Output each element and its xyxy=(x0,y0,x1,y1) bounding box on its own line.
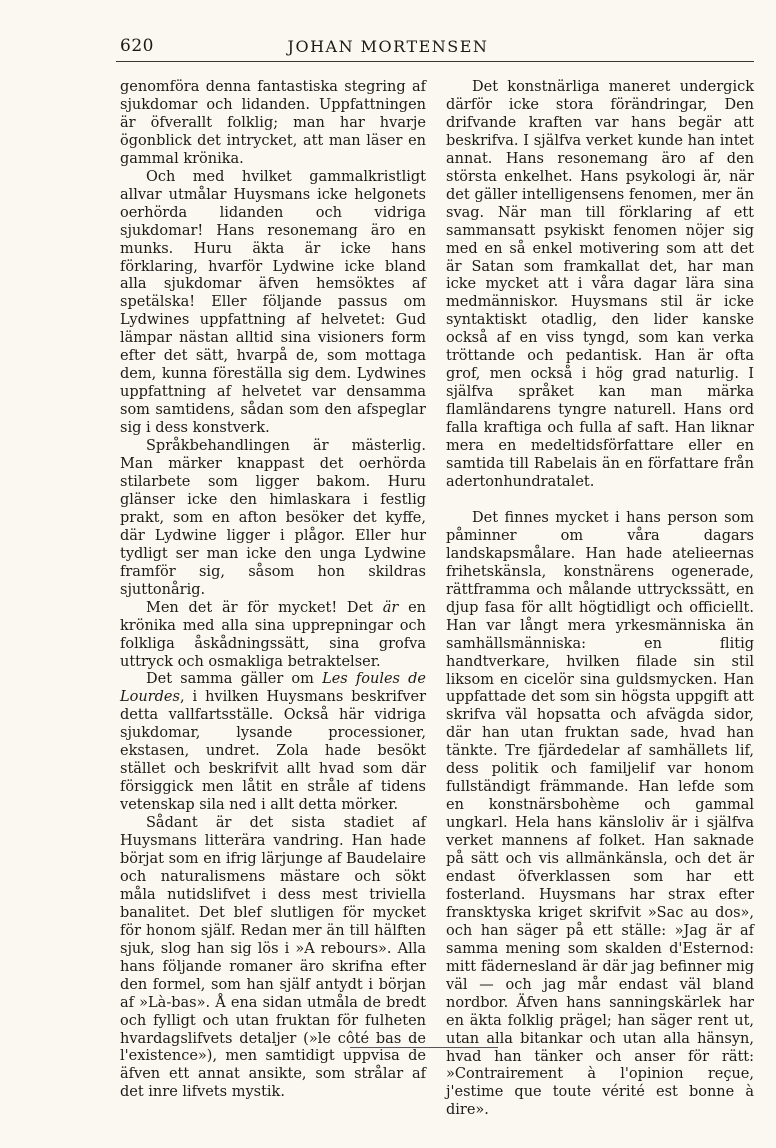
text-run: Men det är för mycket! Det xyxy=(146,599,383,616)
left-column xyxy=(120,79,426,1102)
paragraph: Sådant är det sista stadiet af Huysmans litterära vandring. Han hade börjat som en ifrig lärjunge af Baudelaire och naturalismens mästare och sökt måla nutidslifvet i dess mest triviella banalitet. Det blef slutligen för mycket för honom själf. Redan mer än till hälften sjuk, slog han sig lös i »A rebours». Alla hans följande romaner äro skrifna efter den formel, som han själf antydt i början af »Là-bas». Å ena sidan utmåla de bredt och fylligt och utan fruktan för fulheten hvardagslifvets detaljer (»le côté bas de l'existence»), men samtidigt uppvisa de äfven ett annat ansikte, som strålar af det inre lifvets mystik. xyxy=(120,815,426,1101)
footer-rule xyxy=(350,1047,498,1048)
paragraph xyxy=(120,600,426,672)
paragraph: Språkbehandlingen är mästerlig. Man märker knappast det oerhörda stilarbete som ligger bakom. Huru glänser icke den himlaskara i festlig prakt, som en afton besöker det kyffe, där Lydwine ligger i plågor. Eller hur tydligt ser man icke den unga Lydwine framför sig, såsom hon skildras sjuttonårig. xyxy=(120,438,426,598)
emphasis: är xyxy=(382,599,399,616)
header-rule xyxy=(116,61,754,62)
paragraph: Det konstnärliga maneret undergick därför icke stora förändringar, Den drifvande kraften var hans begär att beskrifva. I själfva verket kunde han intet annat. Hans resonemang äro af den största enkelhet. Hans psykologi är, när det gäller intelligensens fenomen, mer än svag. När man till förklaring af ett sammansatt psykiskt fenomen nöjer sig med en så enkel motivering som att det är Satan som framkallat det, har man icke mycket att i våra dagar lära sina medmänniskor. Huysmans stil är icke syntaktiskt otadlig, den lider kanske också af en viss tyngd, som kan verka tröttande och pedantisk. Han är ofta grof, men också i hög grad naturlig. I själfva språket kan man märka flamländarens tyngre naturell. Hans ord falla kraftiga och fulla af saft. Han liknar mera en medeltidsförfattare eller en samtida till Rabelais än en författare från adertonhundratalet. xyxy=(446,79,754,490)
text-run: en krönika med alla sina upprepningar och folkliga åskådningssätt, sina grofva uttryck och osmakliga betraktelser. xyxy=(120,599,426,670)
paragraph xyxy=(120,671,426,815)
page-number: 620 xyxy=(120,36,154,56)
running-head: JOHAN MORTENSEN xyxy=(287,37,489,56)
book-title: Les foules de Lourdes xyxy=(120,671,426,706)
text-run: Det samma gäller om xyxy=(146,671,323,688)
right-column xyxy=(446,79,754,1120)
paragraph: Och med hvilket gammalkristligt allvar utmålar Huysmans icke helgonets oerhörda lidanden och vidriga sjukdomar! Hans resonemang äro en munks. Huru äkta är icke hans förklaring, hvarför Lydwine icke bland alla sjukdomar äfven hemsöktes af spetälska! Eller följande passus om Lydwines uppfattning af helvetet: Gud lämpar nästan alltid sina visioners form efter det sätt, hvarpå de, som mottaga dem, kunna föreställa sig dem. Lydwines uppfattning af helvetet var densamma som samtidens, sådan som den afspeglar sig i dess konstverk. xyxy=(120,168,426,437)
text-run: , i hvilken Huysmans beskrifver detta vallfartsställe. Också här vidriga sjukdomar, lysande processioner, ekstasen, undret. Zola hade besökt stället och beskrifvit allt hvad som där försiggick men låtit en stråle af tidens vetenskap sila ned i allt detta mörker. xyxy=(120,689,426,814)
paragraph: genomföra denna fantastiska stegring af sjukdomar och lidanden. Uppfattningen är öfverallt folklig; man har hvarje ögonblick det intrycket, att man läser en gammal krönika. xyxy=(120,79,426,167)
paragraph: Det finnes mycket i hans person som påminner om våra dagars landskapsmålare. Han hade atelieernas frihetskänsla, konstnärens ogenerade, rättframma och målande uttryckssätt, en djup fasa för allt högtidligt och officiellt. Han var långt mera yrkesmänniska än samhällsmänniska: en flitig handtverkare, hvilken filade sin stil liksom en cicelör sina guldsmycken. Han uppfattade det som sin högsta uppgift att skrifva väl hopsatta och afvägda sidor, där han utan fruktan sade, hvad han tänkte. Tre fjärdedelar af samhällets lif, dess politik och familjelif var honom fullständigt främmande. Han lefde som en konstnärsbohème och gammal ungkarl. Hela hans känsloliv är i själfva verket mannens af folket. Han saknade på sätt och vis allmänkänsla, och det är endast öfverklassen som har ett fosterland. Huysmans har strax efter fransktyska kriget skrifvit »Sac au dos», och han säger på ett ställe: »Jag är af samma mening som skalden d'Esternod: mitt fädernesland är där jag befinner mig väl — och jag mår endast väl bland nordbor. Äfven hans sanningskärlek har en äkta folklig prägel; han säger rent ut, utan alla bitankar och utan alla hänsyn, hvad han tänker och anser för rätt: »Contrairement à l'opinion reçue, j'estime que toute vérité est bonne à dire». xyxy=(446,509,754,1119)
